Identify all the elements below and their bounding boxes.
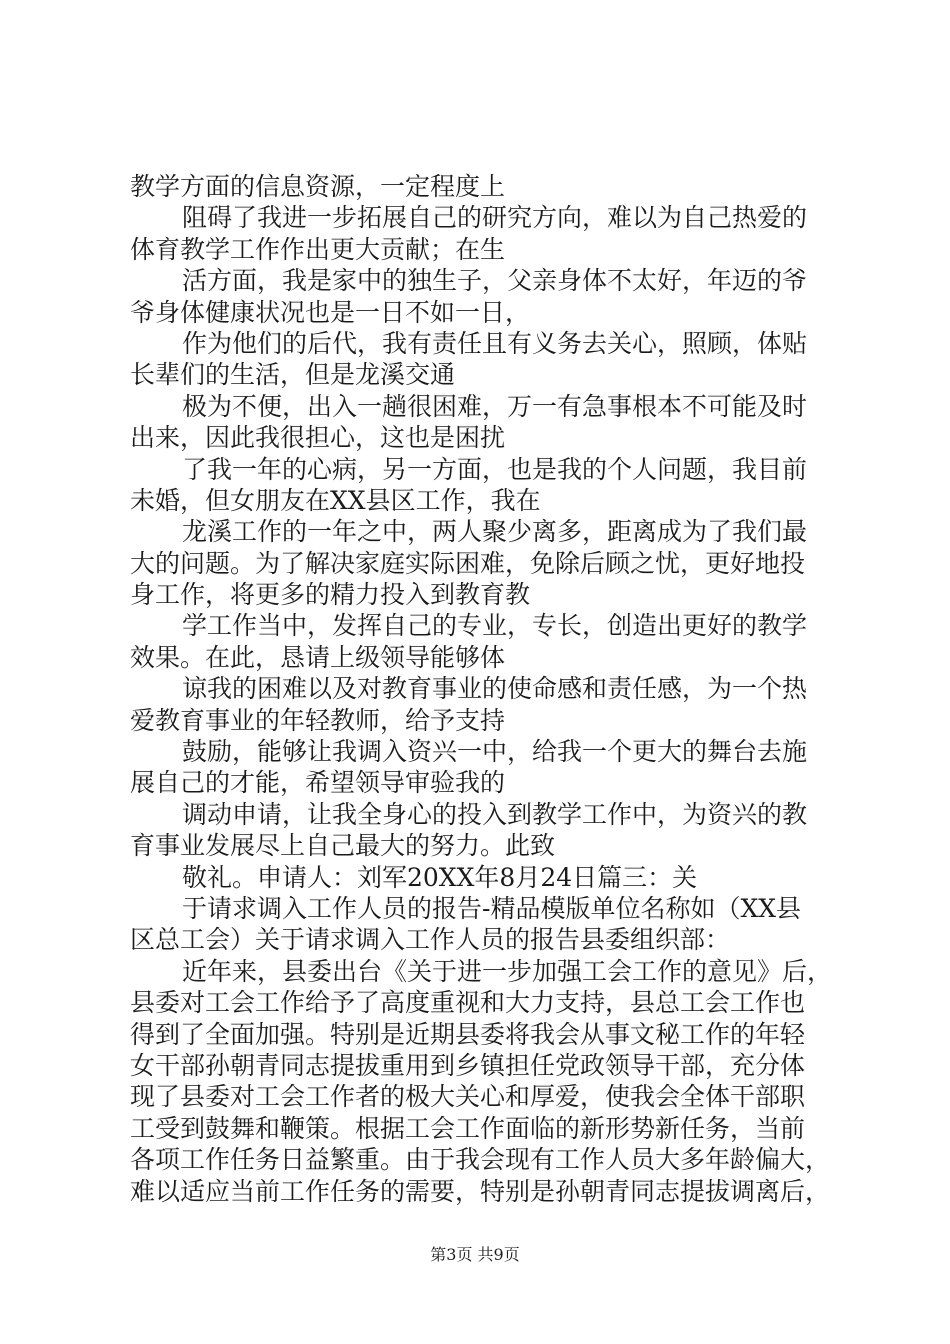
text-line: 体育教学工作作出更大贡献；在生 [130,234,506,264]
text-line: 敬礼。申请人：刘军20XX年8月24日篇三：关 [182,862,698,892]
text-line: 身工作，将更多的精力投入到教育教 [130,580,531,610]
text-line: 展自己的才能，希望领导审验我的 [130,768,506,798]
text-line: 未婚，但女朋友在XX县区工作，我在 [130,485,541,515]
text-line: 爱教育事业的年轻教师，给予支持 [130,705,506,735]
text-line: 教学方面的信息资源，一定程度上 [130,172,506,201]
text-line: 女干部孙朝青同志提拔重用到乡镇担任党政领导干部，充分体 [130,1050,806,1080]
text-line: 育事业发展尽上自己最大的努力。此致 [130,831,556,861]
text-line: 阻碍了我进一步拓展自己的研究方向，难以为自己热爱的 [182,203,808,233]
text-line: 难以适应当前工作任务的需要，特别是孙朝青同志提拔调离后， [130,1176,831,1206]
text-line: 县委对工会工作给予了高度重视和大力支持，县总工会工作也 [130,988,806,1018]
text-line: 鼓励，能够让我调入资兴一中，给我一个更大的舞台去施 [182,737,808,767]
text-line: 了我一年的心病，另一方面，也是我的个人问题，我目前 [182,454,808,484]
text-line: 活方面，我是家中的独生子，父亲身体不太好，年迈的爷 [182,266,808,296]
text-line: 长辈们的生活，但是龙溪交通 [130,360,456,390]
text-line: 区总工会）关于请求调入工作人员的报告县委组织部： [130,925,731,955]
text-line: 龙溪工作的一年之中，两人聚少离多，距离成为了我们最 [182,517,808,547]
text-line: 学工作当中，发挥自己的专业，专长，创造出更好的教学 [182,611,808,641]
text-line: 得到了全面加强。特别是近期县委将我会从事文秘工作的年轻 [130,1019,806,1049]
text-line: 爷身体健康状况也是一日不如一日， [130,297,531,327]
text-line: 各项工作任务日益繁重。由于我会现有工作人员大多年龄偏大， [130,1145,831,1175]
page-footer: 第3页 共9页 [430,1245,520,1264]
text-line: 调动申请，让我全身心的投入到教学工作中，为资兴的教 [182,799,808,829]
body-text [130,171,850,1207]
text-line: 于请求调入工作人员的报告-精品模版单位名称如（XX县 [182,893,802,923]
text-line: 出来，因此我很担心，这也是困扰 [130,423,506,453]
text-line: 谅我的困难以及对教育事业的使命感和责任感，为一个热 [182,674,808,704]
text-line: 极为不便，出入一趟很困难，万一有急事根本不可能及时 [182,391,808,421]
text-line: 作为他们的后代，我有责任且有义务去关心，照顾，体贴 [182,328,808,358]
text-line: 现了县委对工会工作者的极大关心和厚爱，使我会全体干部职 [130,1082,806,1112]
text-line: 近年来，县委出台《关于进一步加强工会工作的意见》后， [182,956,833,986]
text-line: 效果。在此，恳请上级领导能够体 [130,642,506,672]
text-line: 工受到鼓舞和鞭策。根据工会工作面临的新形势新任务，当前 [130,1113,806,1143]
text-line: 大的问题。为了解决家庭实际困难，免除后顾之忧，更好地投 [130,548,806,578]
